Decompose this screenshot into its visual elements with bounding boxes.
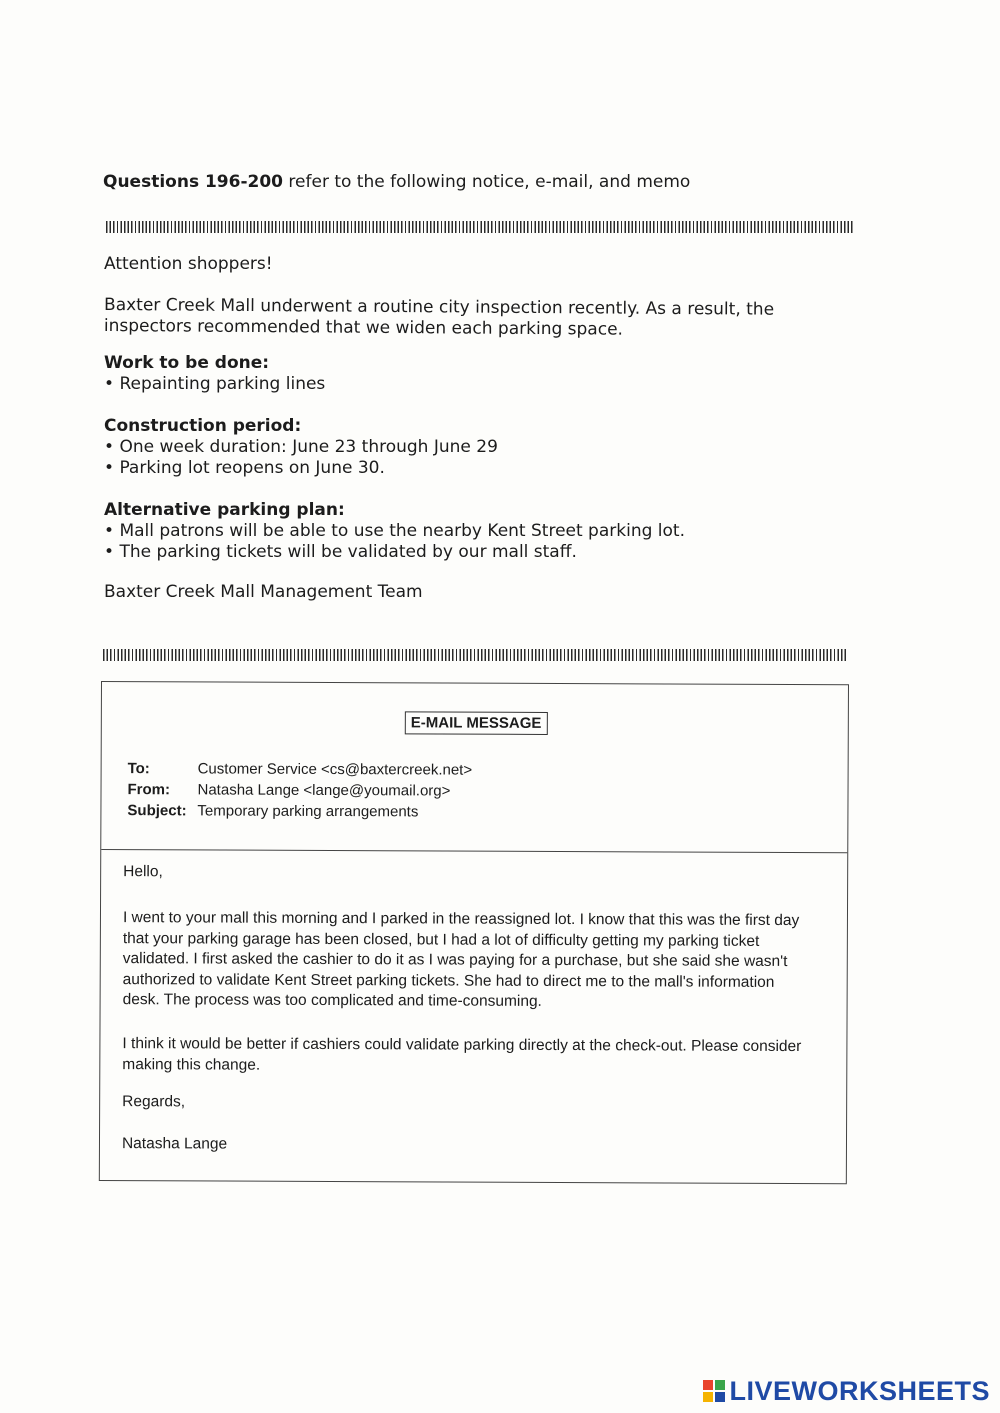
email-paragraph-2: I think it would be better if cashiers could validate parking directly at the check-out. Please consider making this change. (122, 1035, 802, 1074)
email-subject-row (127, 802, 418, 820)
email-title: E-MAIL MESSAGE (405, 711, 548, 735)
bullet-item: • Mall patrons will be able to use the nearby Kent Street parking lot. (104, 521, 804, 542)
notice-section-period (104, 416, 804, 479)
notice-section-parking (104, 500, 804, 563)
from-label: From: (127, 781, 171, 799)
section-heading: Construction period: (104, 416, 302, 436)
from-value: Natasha Lange <lange@youmail.org> (197, 781, 451, 800)
intro-text: refer to the following notice, e-mail, and memo (283, 172, 691, 192)
brand-name: LIVEWORKSHEETS (729, 1376, 990, 1406)
bullet-item: • Repainting parking lines (104, 374, 804, 395)
email-paragraph-1: I went to your mall this morning and I parked in the reassigned lot. I know that this was the first day that your parking garage has been closed, but I had a lot of difficulty getting my parking ticket validated. I first asked the cashier to do it as I was paying for a purchase, but she said she wasn't authorized to validate Kent Street parking tickets. She had to direct me to the mall's information desk. The process was too complicated and time-consuming. (122, 909, 800, 1010)
subject-label: Subject: (127, 802, 187, 820)
notice-signature: Baxter Creek Mall Management Team (104, 582, 423, 602)
liveworksheets-icon (703, 1380, 725, 1402)
email-greeting: Hello, (123, 863, 163, 881)
intro-line (103, 172, 690, 192)
separator-bottom (103, 649, 847, 661)
notice-section-work (104, 353, 804, 395)
email-message (99, 681, 849, 1184)
notice-paragraph: Baxter Creek Mall underwent a routine city inspection recently. As a result, the inspectors recommended that we widen each parking space. (103, 295, 775, 340)
email-closing: Regards, (122, 1093, 186, 1111)
to-value: Customer Service <cs@baxtercreek.net> (197, 760, 473, 779)
section-heading: Work to be done: (104, 353, 270, 373)
email-to-row (128, 760, 473, 779)
notice (104, 254, 804, 603)
question-range: Questions 196-200 (103, 172, 284, 192)
bullet-item: • The parking tickets will be validated by our mall staff. (104, 542, 804, 563)
email-from-row (127, 781, 450, 799)
subject-value: Temporary parking arrangements (197, 802, 419, 821)
bullet-item: • One week duration: June 23 through June 29 (104, 437, 804, 458)
to-label: To: (127, 760, 150, 778)
email-header-divider (101, 849, 847, 853)
notice-greeting: Attention shoppers! (104, 254, 273, 274)
bullet-item: • Parking lot reopens on June 30. (104, 458, 804, 479)
section-heading: Alternative parking plan: (104, 500, 345, 520)
email-sender: Natasha Lange (121, 1135, 228, 1153)
liveworksheets-logo (703, 1376, 990, 1407)
separator-top (106, 221, 854, 233)
